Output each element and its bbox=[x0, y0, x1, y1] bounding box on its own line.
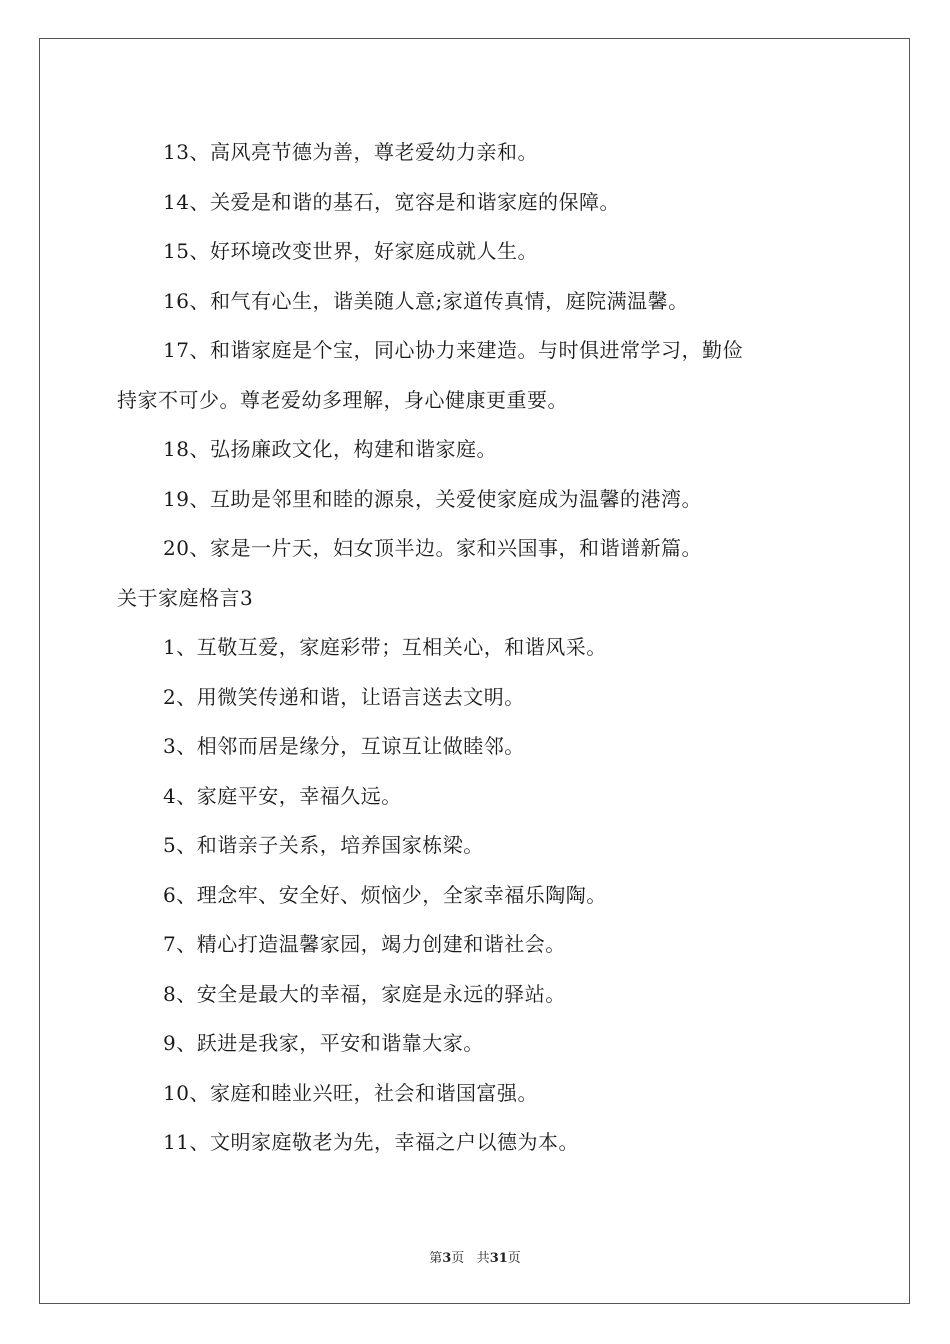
footer-total-prefix: 共 bbox=[476, 1251, 490, 1266]
text-line: 9、跃进是我家，平安和谐靠大家。 bbox=[163, 1031, 484, 1055]
total-page-count: 31 bbox=[489, 1251, 508, 1266]
text-line: 20、家是一片天，妇女顶半边。家和兴国事，和谐谱新篇。 bbox=[163, 536, 702, 560]
text-line: 6、理念牢、安全好、烦恼少，全家幸福乐陶陶。 bbox=[163, 882, 607, 907]
text-line: 19、互助是邻里和睦的源泉，关爱使家庭成为温馨的港湾。 bbox=[163, 486, 702, 511]
page-footer bbox=[0, 1247, 950, 1266]
text-line: 8、安全是最大的幸福，家庭是永远的驿站。 bbox=[163, 981, 566, 1006]
text-line: 4、家庭平安，幸福久远。 bbox=[163, 783, 402, 808]
footer-total-suffix: 页 bbox=[507, 1251, 521, 1266]
text-line: 1、互敬互爱，家庭彩带；互相关心，和谐风采。 bbox=[163, 635, 607, 659]
text-line: 3、相邻而居是缘分，互谅互让做睦邻。 bbox=[163, 734, 525, 758]
text-line: 17、和谐家庭是个宝，同心协力来建造。与时俱进常学习，勤俭 bbox=[163, 338, 743, 362]
text-line: 11、文明家庭敬老为先，幸福之户以德为本。 bbox=[163, 1130, 579, 1154]
text-line: 7、精心打造温馨家园，竭力创建和谐社会。 bbox=[163, 932, 566, 956]
current-page-number: 3 bbox=[442, 1251, 452, 1266]
text-line: 5、和谐亲子关系，培养国家栋梁。 bbox=[163, 833, 484, 857]
section-heading: 关于家庭格言3 bbox=[117, 585, 254, 610]
footer-page-word: 页 bbox=[451, 1251, 465, 1266]
text-line: 10、家庭和睦业兴旺，社会和谐国富强。 bbox=[163, 1080, 538, 1105]
footer-prefix: 第 bbox=[429, 1251, 443, 1266]
text-line: 持家不可少。尊老爱幼多理解，身心健康更重要。 bbox=[117, 387, 568, 412]
text-line: 15、好环境改变世界，好家庭成就人生。 bbox=[163, 239, 538, 263]
text-line: 14、关爱是和谐的基石，宽容是和谐家庭的保障。 bbox=[163, 189, 620, 214]
text-line: 13、高风亮节德为善，尊老爱幼力亲和。 bbox=[163, 140, 538, 164]
document-body bbox=[117, 128, 837, 1168]
text-line: 18、弘扬廉政文化，构建和谐家庭。 bbox=[163, 437, 497, 461]
text-line: 2、用微笑传递和谐，让语言送去文明。 bbox=[163, 684, 525, 709]
text-line: 16、和气有心生，谐美随人意;家道传真情，庭院满温馨。 bbox=[163, 288, 689, 313]
